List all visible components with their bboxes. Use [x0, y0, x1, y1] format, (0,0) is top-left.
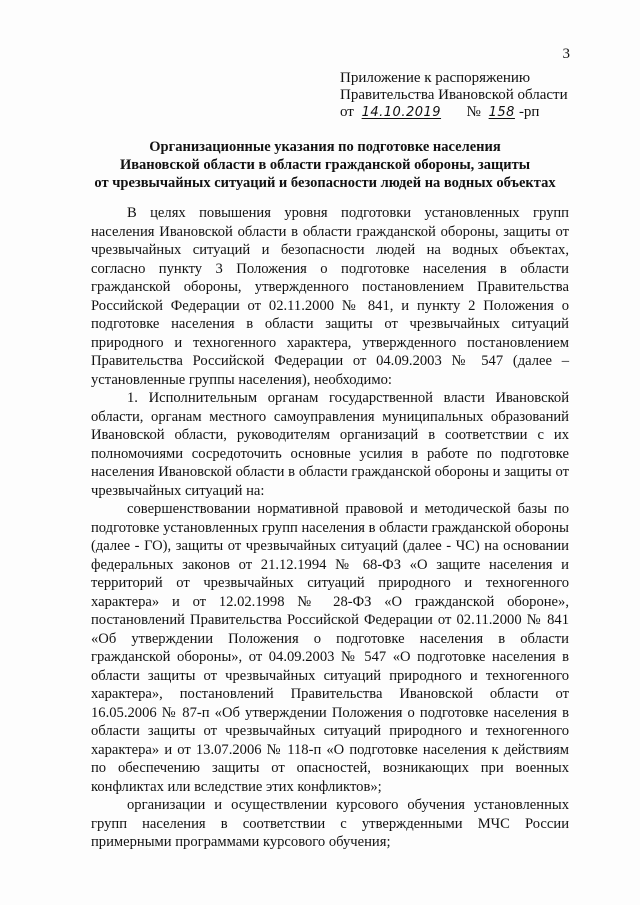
paragraph-normative-base: совершенствовании нормативной правовой и методической базы по подготовке установленных групп населения в области гражданской обороны (далее - ГО), защиты от чрезвычайных ситуаций (далее - ЧС) на основании федеральных законов от 21.12.1994 № 68-ФЗ «О защите населения и территорий от чрезвычайных ситуаций природного и техногенного характера» и от 12.02.1998 № 28-ФЗ «О гражданской обороне», постановлений Правительства Российской Федерации от 02.11.2000 № 841 «Об утверждении Положения о подготовке населения в области гражданской обороны», от 04.09.2003 № 547 «О подготовке населения в области защиты от чрезвычайных ситуаций природного и техногенного характера», постановлений Правительства Ивановской области от 16.05.2006 № 87-п «Об утверждении Положения о подготовке населения в области защиты от чрезвычайных ситуаций природного и техногенного характера» и от 13.07.2006 № 118-п «О подготовке населения к действиям по обеспечению защиты от опасностей, возникающих при военных конфликтах или вследствие этих конфликтов»; — [91, 501, 569, 795]
appendix-line-2: Правительства Ивановской области — [340, 87, 568, 103]
title-line-1: Организационные указания по подготовке населения — [149, 139, 501, 155]
appendix-number-handwritten: 158 — [488, 105, 515, 120]
document-title — [80, 138, 570, 192]
appendix-header — [340, 70, 570, 121]
appendix-date-line — [340, 104, 570, 121]
paragraph-course-training: организации и осуществлении курсового обучения установленных групп населения в соответствии с утвержденными МЧС России примерными программами курсового обучения; — [91, 797, 569, 850]
appendix-number-label: № — [466, 104, 481, 120]
paragraph-intro: В целях повышения уровня подготовки установленных групп населения Ивановской области в области гражданской обороны, защиты от чрезвычайных ситуаций и безопасности людей на водных объектах, согласно пункту 3 Положения о подготовке населения в области гражданской обороны, утвержденного постановлением Правительства Российской Федерации от 02.11.2000 № 841, и пункту 2 Положения о подготовке населения в области защиты от чрезвычайных ситуаций природного и техногенного характера, утвержденного постановлением Правительства Российской Федерации от 04.09.2003 № 547 (далее – установленные группы населения), необходимо: — [91, 205, 569, 388]
paragraph-item-1: 1. Исполнительным органам государственной власти Ивановской области, органам местного самоуправления муниципальных образований Ивановской области, руководителям организаций в соответствии с их полномочиями сосредоточить основные усилия в работе по подготовке населения Ивановской области в области гражданской обороны и защиты от чрезвычайных ситуаций на: — [91, 390, 569, 499]
appendix-number-suffix: -рп — [518, 104, 540, 120]
document-body — [91, 204, 569, 852]
title-line-3: от чрезвычайных ситуаций и безопасности людей на водных объектах — [94, 175, 556, 191]
appendix-date-handwritten: 14.10.2019 — [361, 105, 442, 120]
page-number: 3 — [562, 46, 570, 62]
title-line-2: Ивановской области в области гражданской обороны, защиты — [119, 157, 531, 173]
appendix-from-label: от — [340, 104, 354, 120]
appendix-line-1: Приложение к распоряжению — [340, 70, 531, 86]
